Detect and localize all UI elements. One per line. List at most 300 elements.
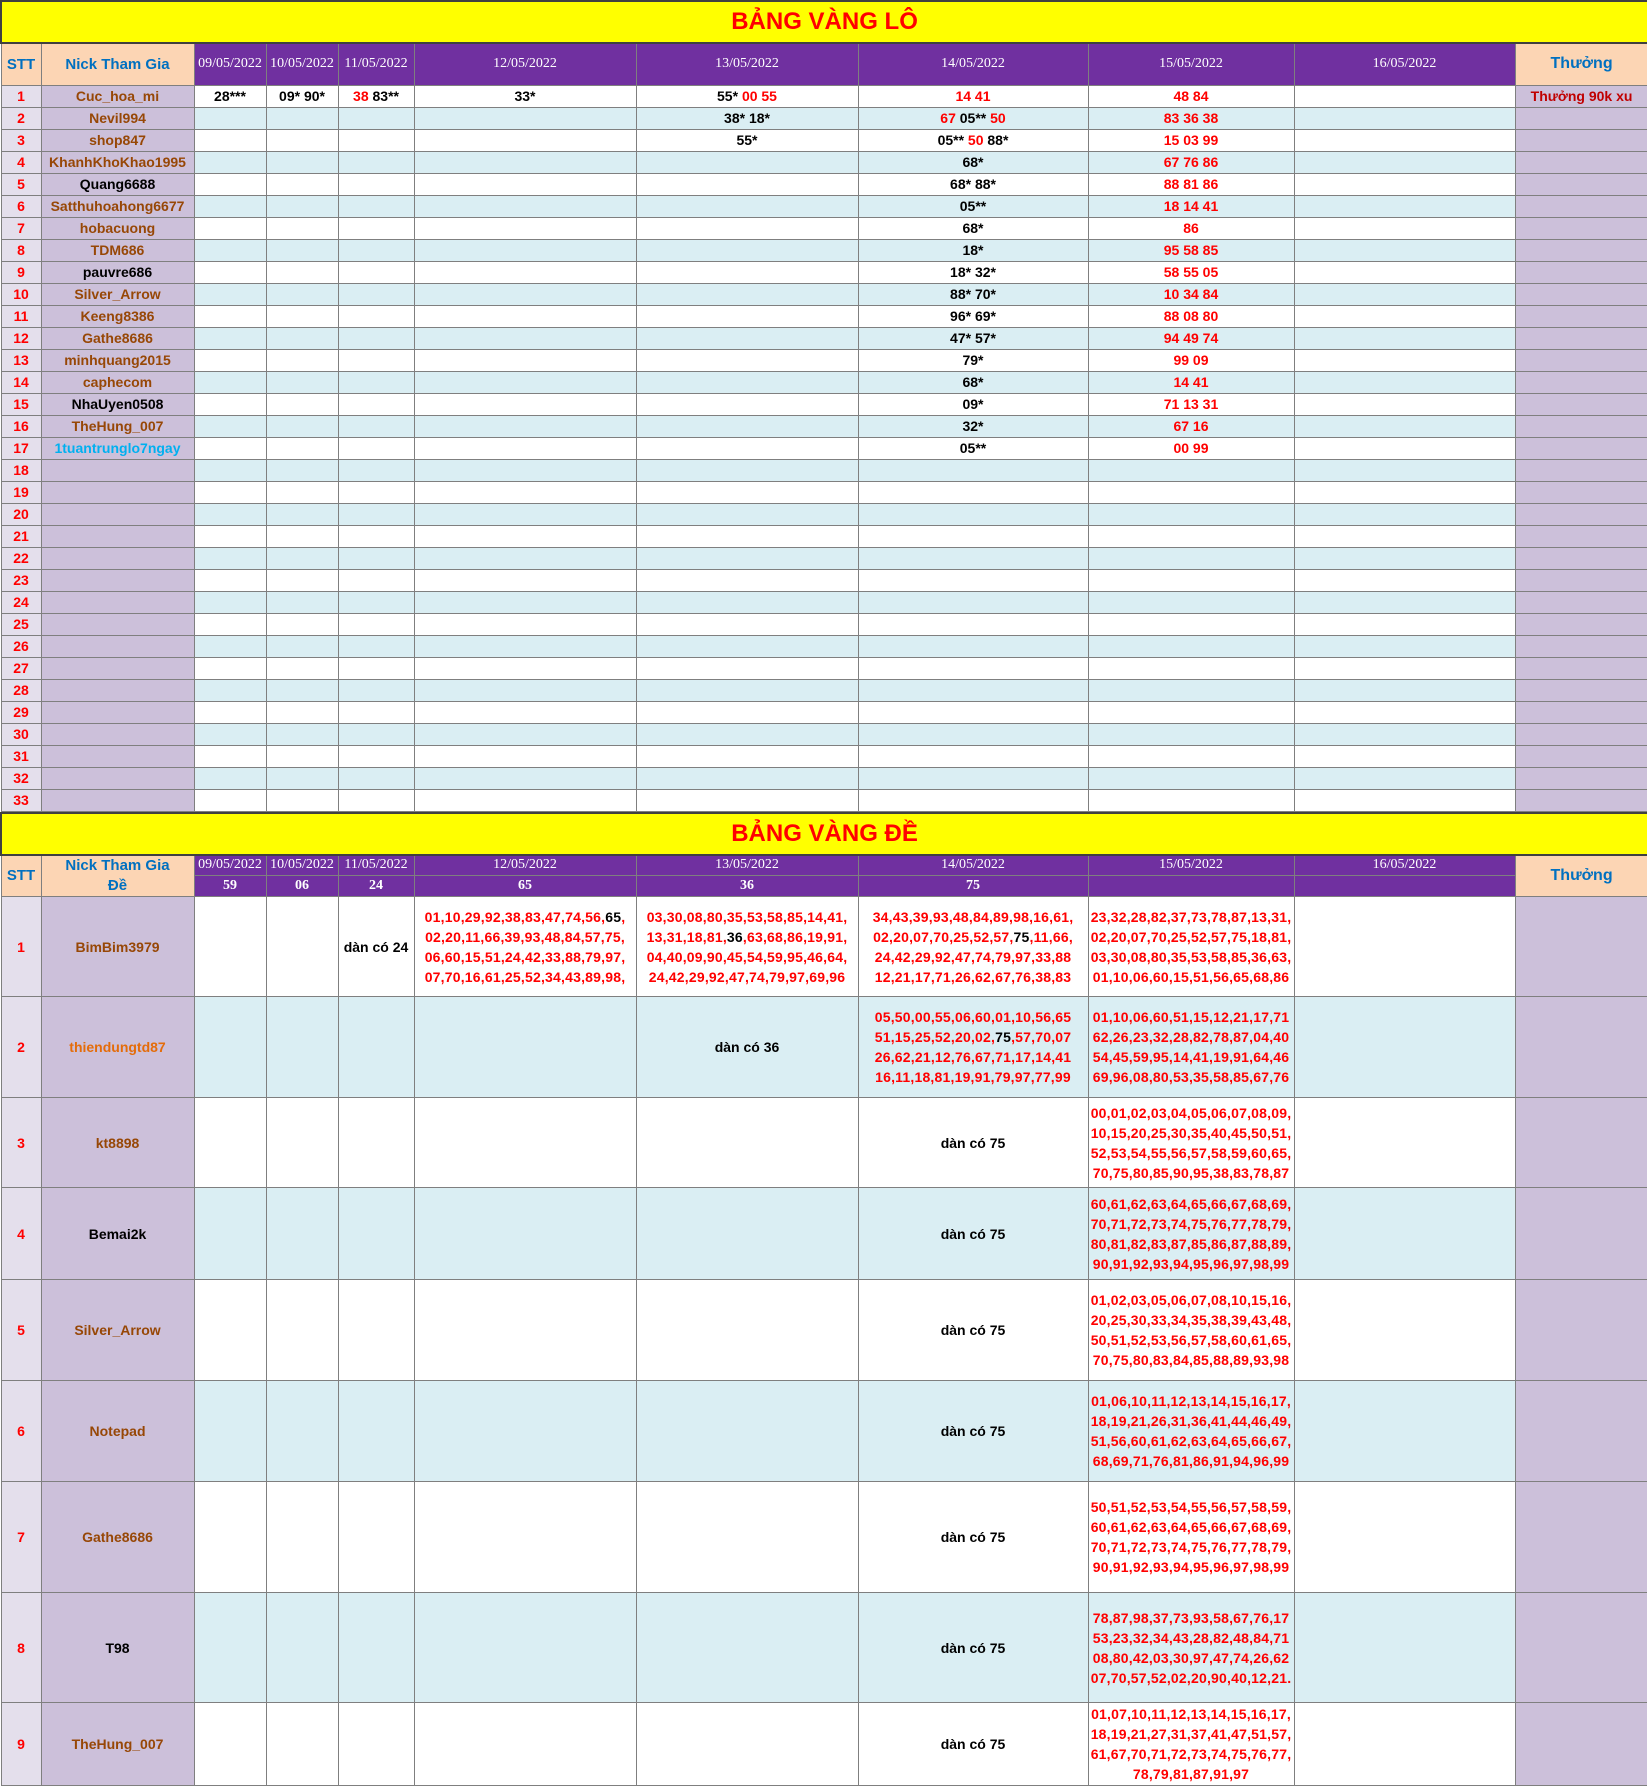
de-header-stt: STT	[1, 855, 41, 897]
day-cell	[414, 503, 636, 525]
cell-text: 05**	[959, 198, 987, 214]
table-row	[1, 349, 1647, 371]
row-thuong	[1515, 195, 1647, 217]
table-row	[1, 897, 1647, 997]
table-row	[1, 195, 1647, 217]
day-cell	[414, 997, 636, 1098]
day-cell	[858, 897, 1088, 997]
cell-text: 01,10,06,60,51,15,12,21,17,71 62,26,23,32,28,82,78,87,04,40 54,45,59,95,14,41,19,91,64,46 69,96,08,80,53,35,58,85,67,76	[1092, 1009, 1290, 1085]
row-nick: NhaUyen0508	[41, 393, 194, 415]
row-stt: 4	[1, 1188, 41, 1280]
day-cell	[1294, 525, 1515, 547]
row-nick	[41, 701, 194, 723]
table-row	[1, 393, 1647, 415]
day-cell	[858, 349, 1088, 371]
day-cell	[1088, 1703, 1294, 1786]
row-thuong	[1515, 459, 1647, 481]
day-cell	[194, 569, 266, 591]
cell-text: 05**	[959, 110, 991, 126]
lo-title: BẢNG VÀNG LÔ	[1, 1, 1647, 43]
day-cell	[636, 1593, 858, 1703]
day-cell	[338, 1703, 414, 1786]
table-row	[1, 613, 1647, 635]
day-cell	[1294, 503, 1515, 525]
day-cell	[636, 569, 858, 591]
day-cell	[858, 481, 1088, 503]
day-cell	[1088, 1381, 1294, 1482]
day-cell	[858, 1381, 1088, 1482]
day-cell	[858, 217, 1088, 239]
day-cell	[266, 635, 338, 657]
cell-text: 03,30,08,80,35,53,58,85,14,41, 13,31,18,81,	[646, 908, 848, 945]
day-cell	[194, 305, 266, 327]
day-cell	[636, 481, 858, 503]
cell-text: dàn có 75	[940, 1423, 1006, 1439]
number-set	[859, 1423, 1088, 1439]
day-cell	[194, 239, 266, 261]
lo-header-nick: Nick Tham Gia	[41, 43, 194, 85]
day-cell	[266, 657, 338, 679]
day-cell	[414, 1593, 636, 1703]
day-cell	[266, 437, 338, 459]
day-cell	[1294, 657, 1515, 679]
row-nick	[41, 635, 194, 657]
day-cell	[1088, 1098, 1294, 1188]
de-result: 24	[338, 876, 414, 897]
row-nick: TheHung_007	[41, 1703, 194, 1786]
row-stt: 22	[1, 547, 41, 569]
de-result: 06	[266, 876, 338, 897]
day-cell	[266, 547, 338, 569]
cell-text: dàn có 75	[940, 1225, 1006, 1242]
cell-text: 99 09	[1173, 352, 1209, 368]
day-cell	[414, 349, 636, 371]
row-thuong	[1515, 1482, 1647, 1593]
cell-text: 14 41	[1173, 374, 1209, 390]
row-thuong	[1515, 261, 1647, 283]
day-cell	[1294, 547, 1515, 569]
cell-text: , 02,20,11,66,39,93,48,84,57,75, 06,60,15,51,24,42,33,88,79,97, 07,70,16,61,25,52,34,43,89,98,	[424, 908, 626, 985]
day-cell	[194, 195, 266, 217]
day-cell	[414, 635, 636, 657]
day-cell	[414, 591, 636, 613]
day-cell	[1088, 393, 1294, 415]
day-cell	[636, 371, 858, 393]
number-set	[1089, 1704, 1294, 1784]
cell-text: 50	[967, 132, 988, 148]
row-stt: 18	[1, 459, 41, 481]
cell-text: 88*	[987, 132, 1009, 148]
day-cell	[414, 767, 636, 789]
row-nick: kt8898	[41, 1098, 194, 1188]
day-cell	[194, 173, 266, 195]
cell-text: 47* 57*	[950, 330, 996, 346]
day-cell	[194, 151, 266, 173]
table-row	[1, 1593, 1647, 1703]
cell-text: 83 36 38	[1163, 110, 1219, 126]
cell-text: 68*	[962, 374, 984, 390]
day-cell	[194, 997, 266, 1098]
row-nick: Notepad	[41, 1381, 194, 1482]
day-cell	[338, 591, 414, 613]
day-cell	[338, 129, 414, 151]
day-cell	[194, 745, 266, 767]
day-cell	[1294, 569, 1515, 591]
day-cell	[414, 173, 636, 195]
day-cell	[194, 349, 266, 371]
row-nick	[41, 525, 194, 547]
row-stt: 20	[1, 503, 41, 525]
day-cell	[338, 437, 414, 459]
day-cell	[1294, 481, 1515, 503]
day-cell	[1088, 151, 1294, 173]
day-cell	[1294, 283, 1515, 305]
row-thuong	[1515, 1593, 1647, 1703]
day-cell	[194, 657, 266, 679]
de-result	[1294, 876, 1515, 897]
day-cell	[858, 107, 1088, 129]
cell-text: dàn có 24	[343, 938, 409, 955]
day-cell	[636, 745, 858, 767]
cell-text: 88 08 80	[1163, 308, 1219, 324]
day-cell	[636, 1703, 858, 1786]
day-cell	[338, 217, 414, 239]
table-row	[1, 173, 1647, 195]
day-cell	[414, 283, 636, 305]
day-cell	[636, 613, 858, 635]
day-cell	[636, 723, 858, 745]
day-cell	[338, 525, 414, 547]
day-cell	[1088, 481, 1294, 503]
cell-text: 18* 32*	[950, 264, 996, 280]
day-cell	[414, 569, 636, 591]
day-cell	[194, 437, 266, 459]
day-cell	[858, 261, 1088, 283]
day-cell	[858, 503, 1088, 525]
row-nick: KhanhKhoKhao1995	[41, 151, 194, 173]
day-cell	[1088, 415, 1294, 437]
table-row	[1, 997, 1647, 1098]
cell-text: 05**	[937, 132, 968, 148]
day-cell	[636, 415, 858, 437]
day-cell	[1294, 1482, 1515, 1593]
day-cell	[194, 1381, 266, 1482]
day-cell	[266, 173, 338, 195]
day-cell	[858, 679, 1088, 701]
day-cell	[266, 525, 338, 547]
cell-text: 34,43,39,93,48,84,89,98,16,61, 02,20,07,70,25,52,57,	[872, 908, 1074, 945]
row-nick	[41, 723, 194, 745]
cell-text: 68* 88*	[950, 176, 996, 192]
day-cell	[266, 503, 338, 525]
day-cell	[1088, 1593, 1294, 1703]
day-cell	[1294, 679, 1515, 701]
day-cell	[636, 195, 858, 217]
day-cell	[338, 657, 414, 679]
row-stt: 33	[1, 789, 41, 811]
row-nick	[41, 613, 194, 635]
day-cell	[1088, 1482, 1294, 1593]
day-cell	[1088, 217, 1294, 239]
row-stt: 31	[1, 745, 41, 767]
table-row	[1, 767, 1647, 789]
row-nick: Silver_Arrow	[41, 283, 194, 305]
day-cell	[1088, 107, 1294, 129]
row-thuong	[1515, 767, 1647, 789]
row-thuong	[1515, 415, 1647, 437]
day-cell	[266, 283, 338, 305]
day-cell	[338, 327, 414, 349]
day-cell	[266, 371, 338, 393]
day-cell	[1294, 997, 1515, 1098]
cell-text: dàn có 75	[940, 1736, 1006, 1752]
day-cell	[266, 1098, 338, 1188]
cell-text: 05**	[959, 440, 987, 456]
row-thuong	[1515, 393, 1647, 415]
day-cell	[636, 107, 858, 129]
day-cell	[266, 789, 338, 811]
day-cell	[1294, 723, 1515, 745]
cell-text: dàn có 75	[940, 1639, 1006, 1656]
day-cell	[266, 1188, 338, 1280]
day-cell	[194, 85, 266, 107]
day-cell	[1294, 107, 1515, 129]
day-cell	[1088, 657, 1294, 679]
day-cell	[636, 1381, 858, 1482]
day-cell	[266, 217, 338, 239]
day-cell	[636, 897, 858, 997]
day-cell	[1294, 261, 1515, 283]
day-cell	[636, 327, 858, 349]
table-row	[1, 679, 1647, 701]
day-cell	[266, 415, 338, 437]
day-cell	[266, 129, 338, 151]
row-stt: 15	[1, 393, 41, 415]
cell-text: 55*	[717, 88, 742, 104]
day-cell	[194, 107, 266, 129]
row-stt: 21	[1, 525, 41, 547]
row-thuong: Thưởng 90k xu	[1515, 85, 1647, 107]
de-header-date: 15/05/2022	[1088, 855, 1294, 876]
table-row	[1, 657, 1647, 679]
row-stt: 28	[1, 679, 41, 701]
day-cell	[338, 723, 414, 745]
number-set	[1089, 1608, 1294, 1688]
de-header-nick-sub: Đề	[41, 876, 194, 897]
day-cell	[414, 1703, 636, 1786]
table-row	[1, 437, 1647, 459]
day-cell	[636, 547, 858, 569]
day-cell	[414, 459, 636, 481]
day-cell	[1294, 1280, 1515, 1381]
day-cell	[636, 525, 858, 547]
day-cell	[266, 701, 338, 723]
table-row	[1, 1098, 1647, 1188]
day-cell	[338, 1280, 414, 1381]
day-cell	[858, 745, 1088, 767]
row-stt: 16	[1, 415, 41, 437]
day-cell	[194, 1188, 266, 1280]
day-cell	[1294, 1381, 1515, 1482]
row-stt: 29	[1, 701, 41, 723]
table-row	[1, 1188, 1647, 1280]
day-cell	[1088, 635, 1294, 657]
row-stt: 23	[1, 569, 41, 591]
day-cell	[194, 261, 266, 283]
day-cell	[1088, 679, 1294, 701]
row-nick	[41, 459, 194, 481]
day-cell	[858, 657, 1088, 679]
row-stt: 6	[1, 195, 41, 217]
day-cell	[1294, 613, 1515, 635]
cell-text: 23,32,28,82,37,73,78,87,13,31, 02,20,07,70,25,52,57,75,18,81, 03,30,08,80,35,53,58,85,36,63, 01,10,06,60,15,51,56,65,68,86	[1090, 908, 1292, 985]
de-header-date: 16/05/2022	[1294, 855, 1515, 876]
day-cell	[266, 195, 338, 217]
day-cell	[414, 1098, 636, 1188]
lo-header-row	[1, 43, 1647, 85]
de-result: 75	[858, 876, 1088, 897]
de-result-row	[1, 876, 1647, 897]
day-cell	[266, 569, 338, 591]
day-cell	[194, 525, 266, 547]
day-cell	[1294, 897, 1515, 997]
day-cell	[1088, 745, 1294, 767]
day-cell	[414, 415, 636, 437]
day-cell	[1294, 1593, 1515, 1703]
number-set	[1089, 907, 1294, 987]
lo-header-date: 16/05/2022	[1294, 43, 1515, 85]
day-cell	[858, 239, 1088, 261]
row-thuong	[1515, 1098, 1647, 1188]
day-cell	[1088, 997, 1294, 1098]
de-header-date: 12/05/2022	[414, 855, 636, 876]
row-stt: 17	[1, 437, 41, 459]
day-cell	[1088, 349, 1294, 371]
row-thuong	[1515, 239, 1647, 261]
day-cell	[194, 613, 266, 635]
row-nick	[41, 789, 194, 811]
number-set	[339, 939, 414, 955]
day-cell	[414, 481, 636, 503]
row-stt: 7	[1, 217, 41, 239]
cell-text: 01,06,10,11,12,13,14,15,16,17, 18,19,21,26,31,36,41,44,46,49, 51,56,60,61,62,63,64,65,66,67, 68,69,71,76,81,86,91,94,96,99	[1090, 1393, 1292, 1469]
day-cell	[1088, 503, 1294, 525]
day-cell	[266, 613, 338, 635]
day-cell	[194, 701, 266, 723]
day-cell	[194, 217, 266, 239]
day-cell	[858, 173, 1088, 195]
cell-text: 83**	[372, 88, 399, 104]
day-cell	[414, 1381, 636, 1482]
de-header-date: 14/05/2022	[858, 855, 1088, 876]
day-cell	[266, 1280, 338, 1381]
row-stt: 13	[1, 349, 41, 371]
day-cell	[1294, 151, 1515, 173]
day-cell	[636, 283, 858, 305]
day-cell	[1088, 591, 1294, 613]
row-thuong	[1515, 591, 1647, 613]
day-cell	[1294, 305, 1515, 327]
cell-text: 94 49 74	[1163, 330, 1219, 346]
day-cell	[1294, 393, 1515, 415]
day-cell	[1088, 789, 1294, 811]
day-cell	[858, 305, 1088, 327]
day-cell	[338, 107, 414, 129]
number-set	[1089, 1497, 1294, 1577]
day-cell	[1088, 129, 1294, 151]
day-cell	[414, 547, 636, 569]
cell-text: 58 55 05	[1163, 264, 1219, 280]
table-row	[1, 327, 1647, 349]
day-cell	[858, 371, 1088, 393]
cell-text: 28***	[214, 88, 246, 104]
day-cell	[266, 1482, 338, 1593]
table-row	[1, 481, 1647, 503]
day-cell	[266, 745, 338, 767]
day-cell	[338, 569, 414, 591]
day-cell	[1294, 415, 1515, 437]
table-row	[1, 745, 1647, 767]
row-nick: 1tuantrunglo7ngay	[41, 437, 194, 459]
day-cell	[338, 997, 414, 1098]
cell-text: 68*	[962, 220, 984, 236]
day-cell	[266, 591, 338, 613]
row-thuong	[1515, 701, 1647, 723]
cell-text: 96* 69*	[950, 308, 996, 324]
day-cell	[338, 195, 414, 217]
day-cell	[636, 173, 858, 195]
day-cell	[1294, 767, 1515, 789]
table-row	[1, 635, 1647, 657]
day-cell	[1294, 1098, 1515, 1188]
cell-text: dàn có 75	[940, 1134, 1006, 1151]
table-row	[1, 305, 1647, 327]
day-cell	[338, 1188, 414, 1280]
day-cell	[338, 635, 414, 657]
number-set	[1089, 1290, 1294, 1370]
row-thuong	[1515, 789, 1647, 811]
day-cell	[266, 327, 338, 349]
row-stt: 3	[1, 1098, 41, 1188]
day-cell	[1088, 459, 1294, 481]
row-thuong	[1515, 349, 1647, 371]
day-cell	[414, 1188, 636, 1280]
day-cell	[1294, 1703, 1515, 1786]
cell-text: 67 76 86	[1163, 154, 1219, 170]
day-cell	[414, 1280, 636, 1381]
row-stt: 27	[1, 657, 41, 679]
de-header-thuong: Thưởng	[1515, 855, 1647, 897]
row-stt: 5	[1, 173, 41, 195]
day-cell	[266, 107, 338, 129]
day-cell	[338, 371, 414, 393]
cell-text: 00 55	[741, 88, 777, 104]
day-cell	[338, 701, 414, 723]
row-nick: thiendungtd87	[41, 997, 194, 1098]
row-stt: 11	[1, 305, 41, 327]
de-header-date: 13/05/2022	[636, 855, 858, 876]
row-stt: 14	[1, 371, 41, 393]
row-stt: 9	[1, 1703, 41, 1786]
cell-text: 38* 18*	[724, 110, 770, 126]
cell-text: 79*	[962, 352, 984, 368]
day-cell	[266, 481, 338, 503]
day-cell	[414, 371, 636, 393]
de-header-date: 11/05/2022	[338, 855, 414, 876]
cell-text: ,63,68,86,19,91, 04,40,09,90,45,54,59,95,46,64, 24,42,29,92,47,74,79,97,69,96	[646, 928, 848, 985]
lo-header-date: 15/05/2022	[1088, 43, 1294, 85]
day-cell	[194, 1482, 266, 1593]
